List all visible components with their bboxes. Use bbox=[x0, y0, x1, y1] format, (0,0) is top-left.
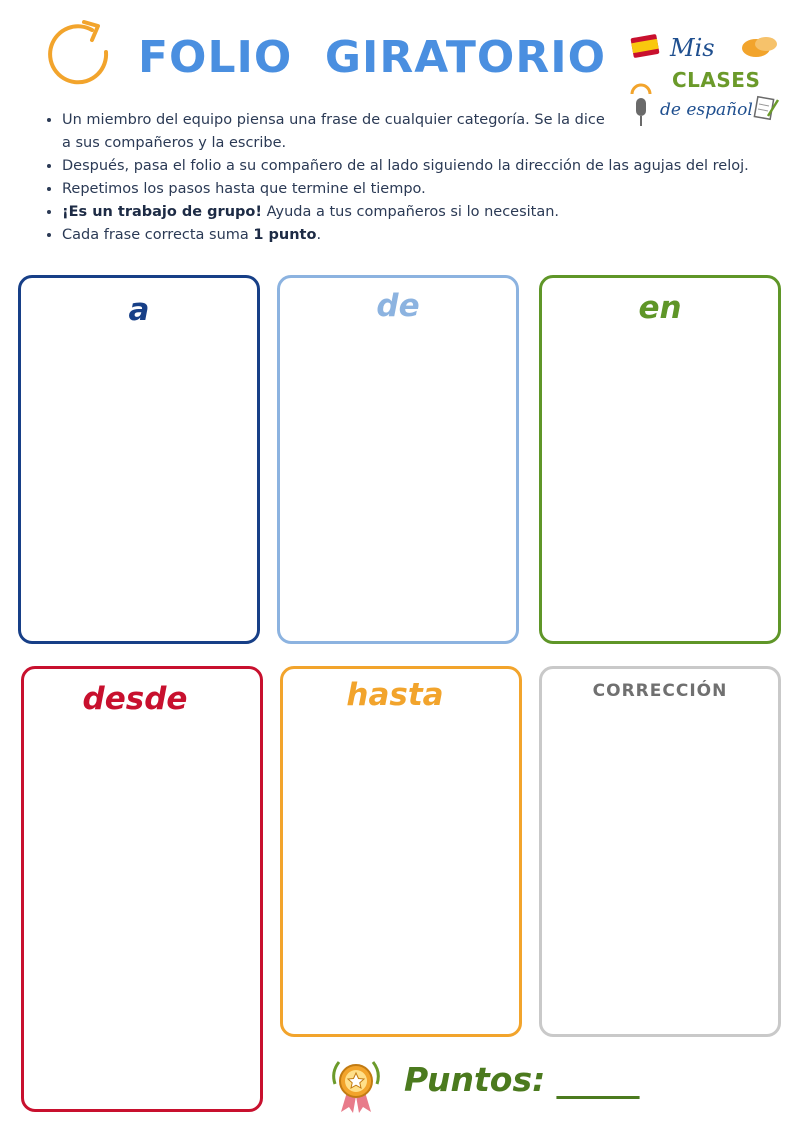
box-label-en: en bbox=[638, 290, 682, 326]
logo-text-mis: Mis bbox=[670, 34, 715, 62]
logo-text-espanol: de español bbox=[660, 100, 753, 120]
rotate-arrow-icon bbox=[40, 14, 116, 90]
instruction-item: • Repetimos los pasos hasta que termine el tiempo. bbox=[62, 178, 787, 201]
instructions-list bbox=[40, 109, 787, 247]
instruction-item: • ¡Es un trabajo de grupo! Ayuda a tus compañeros si lo necesitan. bbox=[62, 201, 787, 224]
score-label: Puntos: _____ bbox=[404, 1060, 640, 1099]
page-title: FOLIO GIRATORIO bbox=[138, 32, 606, 83]
box-de[interactable] bbox=[277, 275, 519, 644]
instruction-item: • Cada frase correcta suma 1 punto. bbox=[62, 224, 787, 247]
box-hasta[interactable] bbox=[280, 666, 522, 1037]
medal-icon bbox=[327, 1056, 385, 1114]
instruction-item: • Un miembro del equipo piensa una frase de cualquier categoría. Se la dice a sus compañeros y la escribe. bbox=[62, 109, 607, 155]
box-en[interactable] bbox=[539, 275, 781, 644]
box-label-de: de bbox=[376, 288, 420, 324]
box-correccion[interactable] bbox=[539, 666, 781, 1037]
spain-flag-icon bbox=[630, 34, 659, 58]
box-desde[interactable] bbox=[21, 666, 263, 1112]
box-label-correccion: CORRECCIÓN bbox=[592, 681, 728, 701]
speech-bubble-icon bbox=[742, 37, 777, 57]
box-label-hasta: hasta bbox=[346, 677, 444, 713]
instruction-item: • Después, pasa el folio a su compañero de al lado siguiendo la dirección de las agujas del reloj. bbox=[62, 155, 787, 178]
box-label-a: a bbox=[128, 292, 150, 328]
box-a[interactable] bbox=[18, 275, 260, 644]
box-label-desde: desde bbox=[82, 681, 188, 717]
logo-text-clases: CLASES bbox=[672, 68, 761, 92]
